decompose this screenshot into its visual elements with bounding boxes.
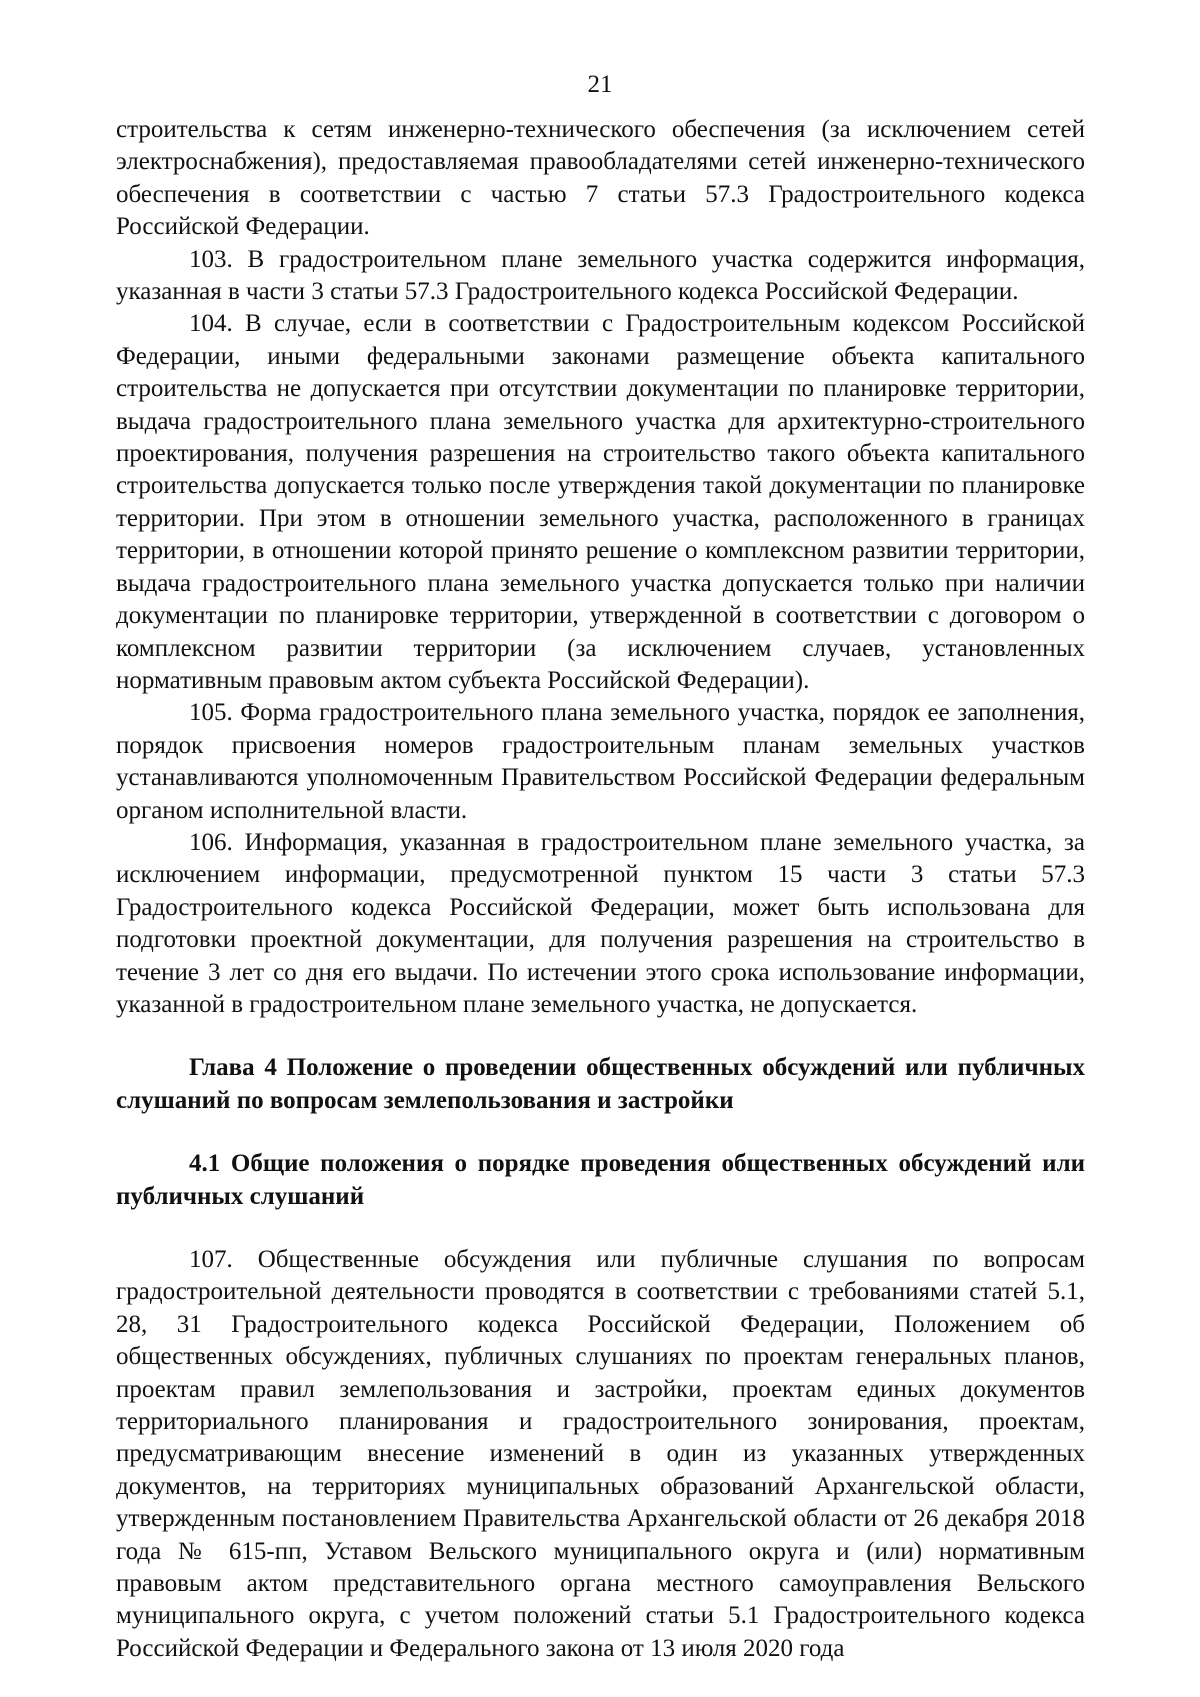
section-heading: 4.1 Общие положения о порядке проведения общественных обсуждений или публичных слушаний	[116, 1150, 1085, 1210]
paragraph-106: 106. Информация, указанная в градостроительном плане земельного участка, за исключением информации, предусмотренной пунктом 15 части 3 статьи 57.3 Градостроительного кодекса Российской Федерации, может быть использована для подготовки проектной документации, для получения разрешения на строительство в течение 3 лет со дня его выдачи. По истечении этого срока использование информации, указанной в градостроительном плане земельного участка, не допускается.	[116, 828, 1085, 1018]
chapter-heading: Глава 4 Положение о проведении общественных обсуждений или публичных слушаний по вопросам землепользования и застройки	[116, 1054, 1085, 1114]
paragraph-104: 104. В случае, если в соответствии с Градостроительным кодексом Российской Федерации, иными федеральными законами размещение объекта капитального строительства не допускается при отсутствии документации по планировке территории, выдача градостроительного плана земельного участка для архитектурно-строительного проектирования, получения разрешения на строительство такого объекта капитального строительства допускается только после утверждения такой документации по планировке территории. При этом в отношении земельного участка, расположенного в границах территории, в отношении которой принято решение о комплексном развитии территории, выдача градостроительного плана земельного участка допускается только при наличии документации по планировке территории, утвержденной в соответствии с договором о комплексном развитии территории (за исключением случаев, установленных нормативным правовым актом субъекта Российской Федерации).	[116, 310, 1085, 694]
document-body	[116, 114, 1085, 1665]
paragraph-105: 105. Форма градостроительного плана земельного участка, порядок ее заполнения, порядок присвоения номеров градостроительным планам земельных участков устанавливаются уполномоченным Правительством Российской Федерации федеральным органом исполнительной власти.	[116, 699, 1085, 824]
paragraph-107: 107. Общественные обсуждения или публичные слушания по вопросам градостроительной деятельности проводятся в соответствии с требованиями статей 5.1, 28, 31 Градостроительного кодекса Российской Федерации, Положением об общественных обсуждениях, публичных слушаниях по проектам генеральных планов, проектам правил землепользования и застройки, проектам единых документов территориального планирования и градостроительного зонирования, проектам, предусматривающим внесение изменений в один из указанных утвержденных документов, на территориях муниципальных образований Архангельской области, утвержденным постановлением Правительства Архангельской области от 26 декабря 2018 года № 615-пп, Уставом Вельского муниципального округа и (или) нормативным правовым актом представительного органа местного самоуправления Вельского муниципального округа, с учетом положений статьи 5.1 Градостроительного кодекса Российской Федерации и Федерального закона от 13 июля 2020 года	[116, 1246, 1085, 1662]
paragraph-102-continuation: строительства к сетям инженерно-технического обеспечения (за исключением сетей электроснабжения), предоставляемая правообладателями сетей инженерно-технического обеспечения в соответствии с частью 7 статьи 57.3 Градостроительного кодекса Российской Федерации.	[116, 116, 1085, 241]
page-number: 21	[587, 71, 613, 98]
paragraph-103: 103. В градостроительном плане земельного участка содержится информация, указанная в части 3 статьи 57.3 Градостроительного кодекса Российской Федерации.	[116, 245, 1085, 306]
